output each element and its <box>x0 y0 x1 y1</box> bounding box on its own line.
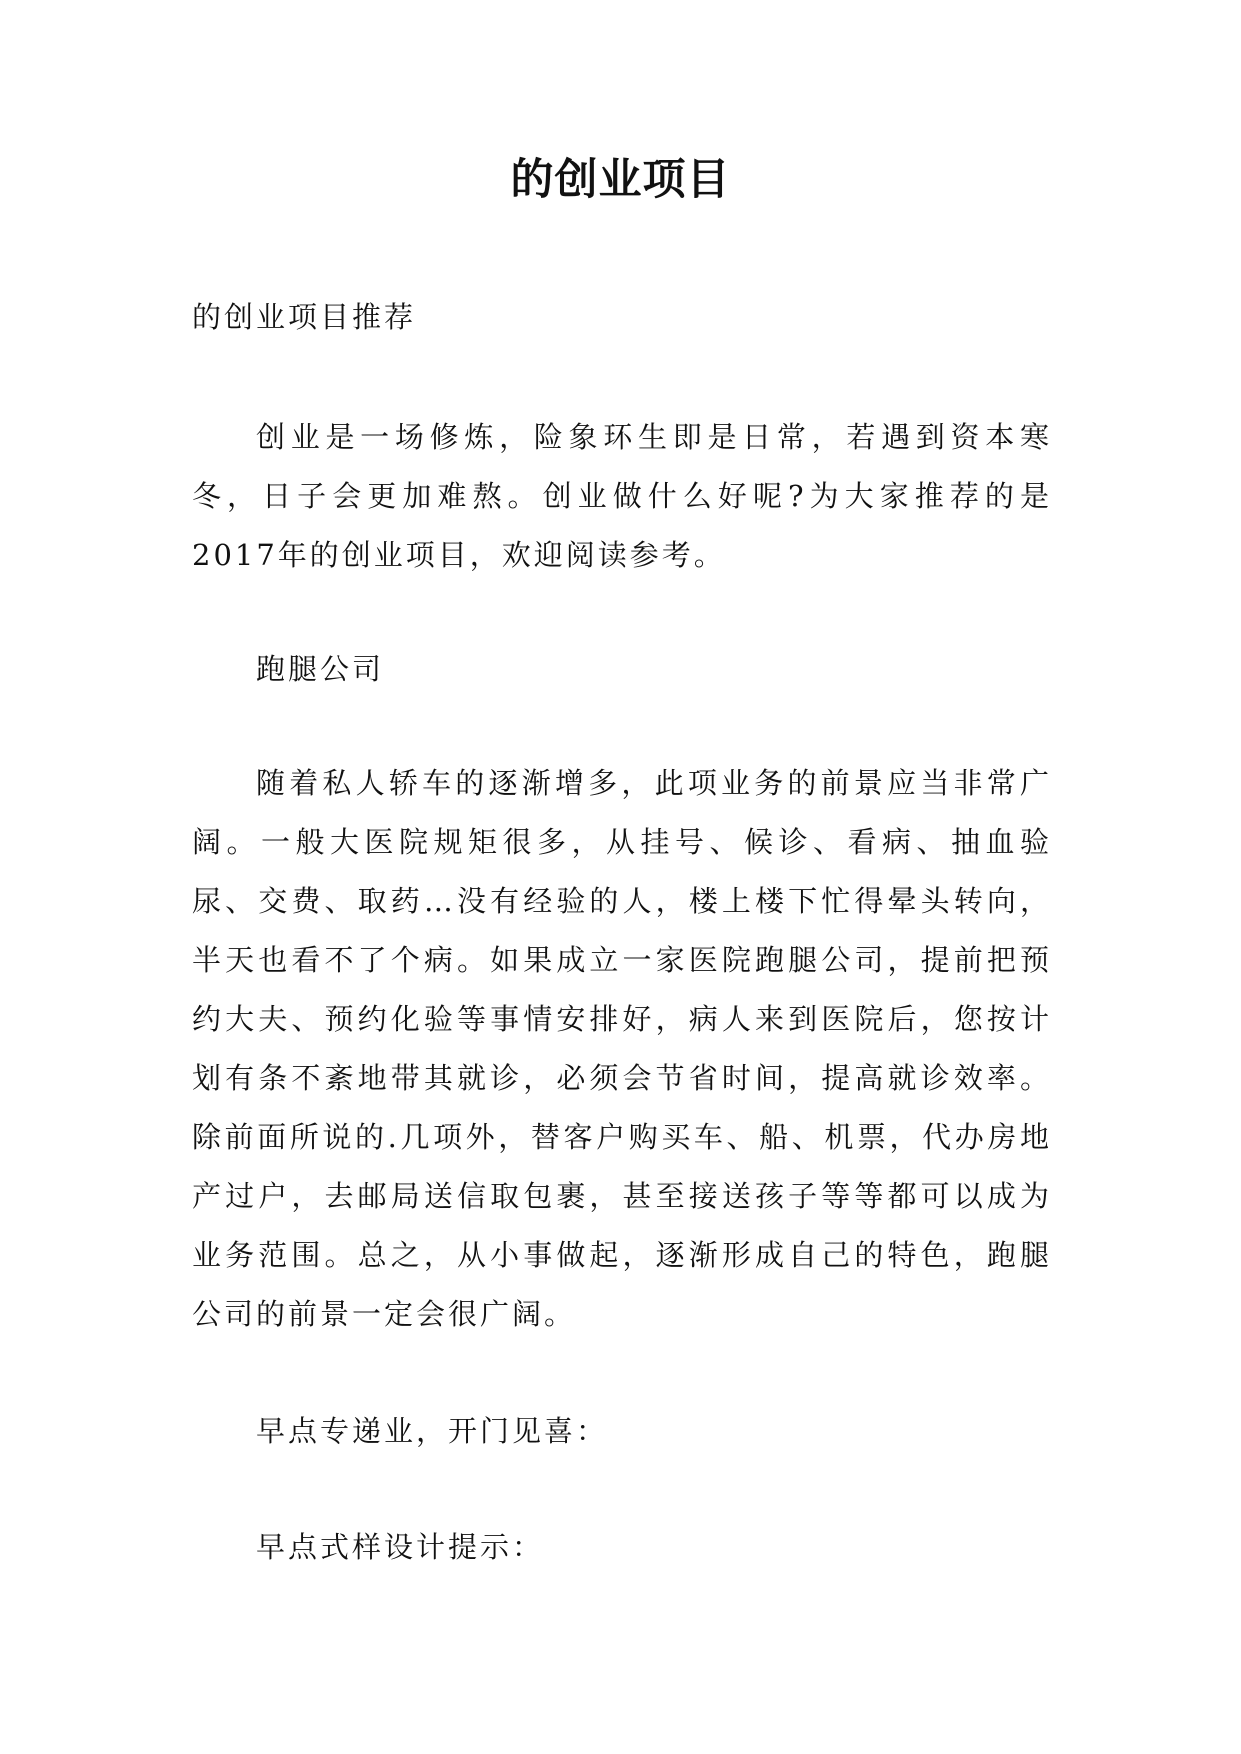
document-title: 的创业项目 <box>510 155 731 205</box>
section-heading-breakfast-delivery: 早点专递业，开门见喜： <box>256 1414 609 1448</box>
document-subtitle: 的创业项目推荐 <box>192 300 417 334</box>
section-paragraph-errand-company: 随着私人轿车的逐渐增多，此项业务的前景应当非常广阔。一般大医院规矩很多，从挂号、候诊、看病、抽血验尿、交费、取药…没有经验的人，楼上楼下忙得晕头转向，半天也看不了个病。如果成立一家医院跑腿公司，提前把预约大夫、预约化验等事情安排好，病人来到医院后，您按计划有条不紊地带其就诊，必须会节省时间，提高就诊效率。除前面所说的.几项外，替客户购买车、船、机票，代办房地产过户，去邮局送信取包裹，甚至接送孩子等等都可以成为业务范围。总之，从小事做起，逐渐形成自己的特色，跑腿公司的前景一定会很广阔。 <box>192 766 1052 1331</box>
section-heading-errand-company: 跑腿公司 <box>256 652 385 686</box>
intro-paragraph: 创业是一场修炼，险象环生即是日常，若遇到资本寒冬，日子会更加难熬。创业做什么好呢?为大家推荐的是2017年的创业项目，欢迎阅读参考。 <box>192 420 1052 572</box>
section-heading-breakfast-design: 早点式样设计提示： <box>256 1530 545 1564</box>
